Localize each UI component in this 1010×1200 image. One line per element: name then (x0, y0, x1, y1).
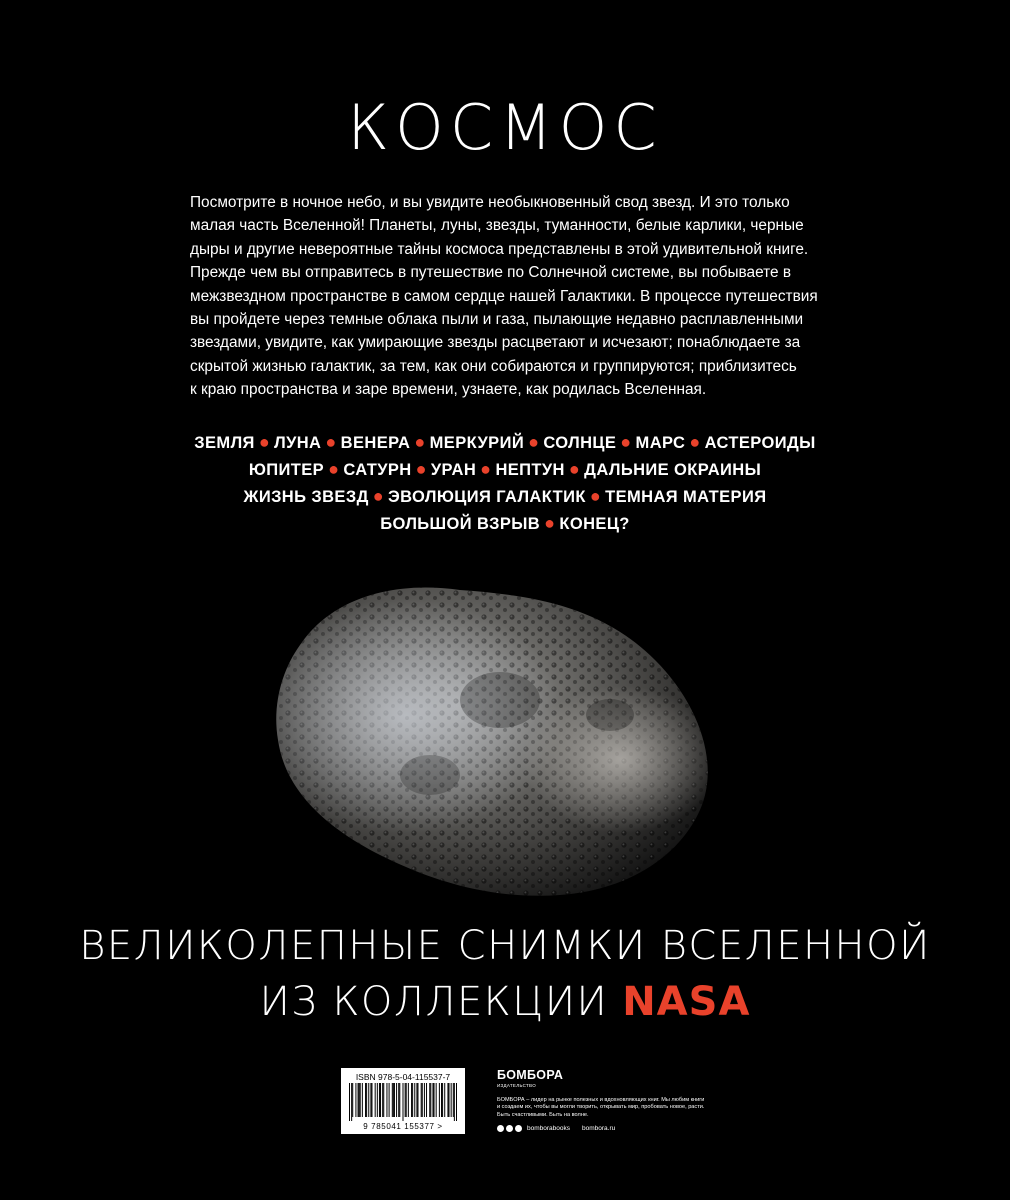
bullet-dot-icon: ● (415, 459, 427, 479)
bullet-dot-icon: ● (258, 432, 271, 452)
barcode-bars (349, 1083, 457, 1121)
topic-item: СОЛНЦЕ (543, 434, 617, 452)
topic-item: ЮПИТЕР (248, 461, 325, 479)
topic-item: МЕРКУРИЙ (429, 434, 525, 452)
nasa-accent: NASA (622, 979, 751, 1025)
publisher-logo: БОМБОРА (497, 1068, 564, 1082)
topic-item: ВЕНЕРА (340, 434, 411, 452)
topic-item: САТУРН (343, 461, 412, 479)
publisher-website: bombora.ru (582, 1124, 616, 1132)
book-title: КОСМОС (347, 91, 663, 164)
topic-item: МАРС (635, 434, 686, 452)
description-line: Посмотрите в ночное небо, и вы увидите необыкновенный свод звезд. И это только (190, 194, 790, 211)
headline-line-2 (0, 974, 1010, 1030)
headline-line-1: ВЕЛИКОЛЕПНЫЕ СНИМКИ ВСЕЛЕННОЙ (79, 923, 931, 969)
topic-line (0, 456, 1010, 483)
isbn-text: ISBN 978-5-04-115537-7 (355, 1072, 451, 1082)
topic-item: ЖИЗНЬ ЗВЕЗД (243, 488, 369, 506)
topic-line (0, 483, 1010, 510)
topic-item: ЛУНА (274, 434, 322, 452)
description-line: Прежде чем вы отправитесь в путешествие по Солнечной системе, вы побываете в (190, 264, 792, 282)
bullet-dot-icon: ● (689, 432, 701, 452)
bullet-dot-icon: ● (372, 486, 384, 506)
description-line: дыры и другие невероятные тайны космоса представлены в этой удивительной книге. (190, 240, 809, 258)
description-line: к краю пространства и заре времени, узнаете, как родилась Вселенная. (190, 381, 707, 399)
topic-line (0, 429, 1010, 456)
topic-item: ЭВОЛЮЦИЯ ГАЛАКТИК (388, 488, 586, 506)
topic-item: УРАН (430, 461, 477, 479)
description-line: межзвездном пространстве в самом сердце нашей Галактики. В процессе путешествия (190, 287, 818, 305)
topics-list (0, 429, 1010, 537)
topic-line (0, 510, 1010, 537)
topic-item: КОНЕЦ? (559, 515, 630, 533)
youtube-icon (515, 1125, 522, 1132)
topic-item: БОЛЬШОЙ ВЗРЫВ (380, 515, 541, 533)
bullet-dot-icon: ● (528, 432, 540, 452)
topic-item: АСТЕРОИДЫ (704, 434, 816, 452)
topic-item: ТЕМНАЯ МАТЕРИЯ (605, 488, 767, 506)
topic-item: ДАЛЬНИЕ ОКРАИНЫ (584, 461, 762, 479)
description-line: звездами, увидите, как умирающие звезды расцветают и исчезают; понаблюдаете за (190, 334, 801, 352)
description-line: вы пройдете через темные облака пыли и газа, пылающие недавно расплавленными (190, 311, 804, 329)
bullet-dot-icon: ● (589, 486, 602, 506)
bullet-dot-icon: ● (328, 459, 340, 479)
bullet-dot-icon: ● (620, 432, 632, 452)
social-links (497, 1123, 615, 1133)
description-line: малая часть Вселенной! Планеты, луны, звезды, туманности, белые карлики, черные (190, 217, 804, 235)
topic-item: ЗЕМЛЯ (194, 434, 255, 452)
barcode-box (341, 1068, 465, 1134)
bullet-dot-icon: ● (325, 432, 337, 452)
bullet-dot-icon: ● (414, 432, 426, 452)
description-line: скрытой жизнью галактик, за тем, как они собираются и группируются; приблизитесь (190, 357, 797, 375)
barcode-digits: 9 785041 155377 > (363, 1122, 443, 1131)
asteroid-image (270, 565, 720, 900)
vk-icon (497, 1125, 504, 1132)
topic-item: НЕПТУН (495, 461, 565, 479)
headline-line-2-text: ИЗ КОЛЛЕКЦИИ (259, 979, 609, 1025)
bullet-dot-icon: ● (480, 459, 492, 479)
book-description (190, 191, 830, 402)
bullet-dot-icon: ● (544, 513, 556, 533)
headline (0, 918, 1010, 1030)
publisher-subtitle: ИЗДАТЕЛЬСТВО (497, 1083, 537, 1088)
telegram-icon (506, 1125, 513, 1132)
bullet-dot-icon: ● (568, 459, 581, 479)
publisher-description: БОМБОРА – лидер на рынке полезных и вдохновляющих книг. Мы любим книги и создаем их, чтобы вы могли творить, открывать мир, пробовать новое, расти. Быть счастливыми. Быть на волне. (497, 1097, 705, 1118)
social-handle: bomborabooks (527, 1124, 570, 1132)
